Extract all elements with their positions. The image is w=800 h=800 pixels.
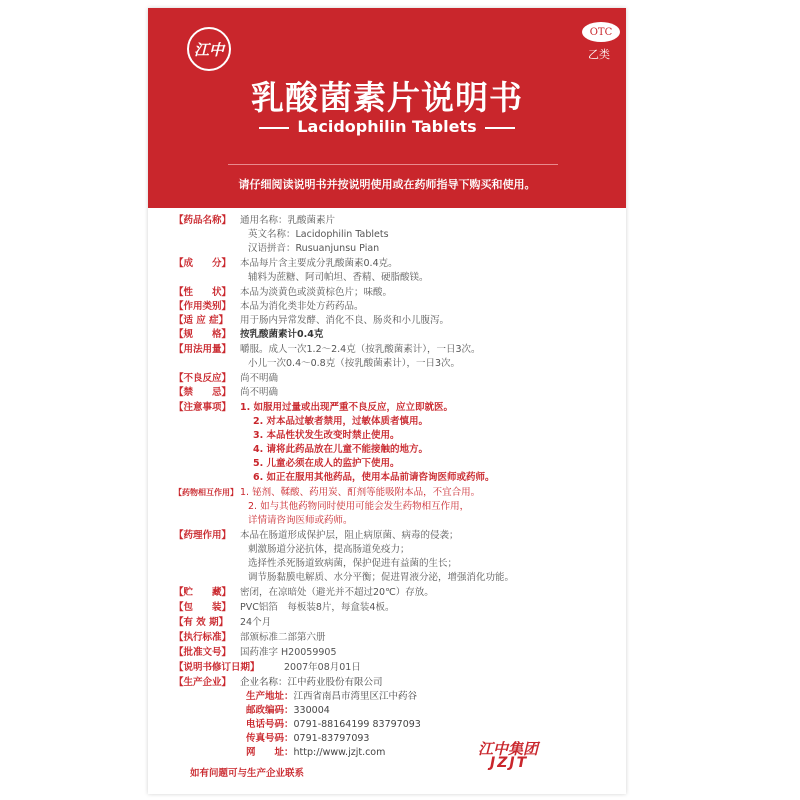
manufacturer-value: 江西省南昌市湾里区江中药谷 bbox=[293, 691, 418, 702]
field-value: 辅料为蔗糖、阿司帕坦、香精、硬脂酸镁。 bbox=[248, 272, 429, 283]
title-dash-left bbox=[259, 127, 289, 129]
otc-class-label: 乙类 bbox=[588, 48, 610, 61]
field-value: 本品为淡黄色或淡黄棕色片；味酸。 bbox=[240, 287, 393, 298]
manufacturer-key: 电话号码： bbox=[246, 719, 294, 730]
field-value: 2007年08月01日 bbox=[284, 662, 361, 673]
field-storage bbox=[174, 586, 434, 599]
manufacturer-value: 330004 bbox=[293, 705, 330, 716]
field-label: 【用法用量】 bbox=[174, 344, 232, 355]
field-appearance bbox=[174, 286, 392, 299]
field-value: 英文名称：Lacidophilin Tablets bbox=[248, 229, 389, 240]
field-label: 【成 分】 bbox=[174, 258, 232, 269]
field-value: 3. 本品性状发生改变时禁止使用。 bbox=[253, 430, 400, 441]
field-value: 尚不明确 bbox=[240, 387, 279, 398]
manufacturer-key: 生产地址： bbox=[246, 691, 294, 702]
field-value: 2. 对本品过敏者禁用，过敏体质者慎用。 bbox=[253, 416, 429, 427]
field-label: 【贮 藏】 bbox=[174, 587, 232, 598]
title-english-text: Lacidophilin Tablets bbox=[297, 117, 477, 136]
field-value: 1. 如服用过量或出现严重不良反应，应立即就医。 bbox=[240, 402, 454, 413]
brand-mark-english: JZJT bbox=[490, 755, 529, 771]
brand-mark-chinese: 江中集团 bbox=[478, 740, 539, 758]
field-value: 选择性杀死肠道致病菌，保护促进有益菌的生长； bbox=[248, 558, 458, 569]
field-category bbox=[174, 300, 364, 313]
field-contraindications bbox=[174, 386, 278, 399]
field-label: 【性 状】 bbox=[174, 287, 232, 298]
field-indications bbox=[174, 314, 449, 327]
field-value: 通用名称：乳酸菌素片 bbox=[240, 215, 336, 226]
manufacturer-fax bbox=[246, 732, 369, 745]
title-dash-right bbox=[485, 127, 515, 129]
field-value: PVC铝箔 每板装8片，每盒装4板。 bbox=[240, 602, 395, 613]
field-label: 【药理作用】 bbox=[174, 530, 232, 541]
field-label: 【药品名称】 bbox=[174, 215, 232, 226]
field-value: 6. 如正在服用其他药品，使用本品前请咨询医师或药师。 bbox=[253, 472, 495, 483]
field-label: 【不良反应】 bbox=[174, 373, 232, 384]
field-value: 本品在肠道形成保护层，阻止病原菌、病毒的侵袭； bbox=[240, 530, 459, 541]
field-ingredients bbox=[174, 257, 398, 270]
field-drug-name bbox=[174, 214, 335, 227]
field-value: 小儿一次0.4～0.8克（按乳酸菌素计），一日3次。 bbox=[248, 358, 461, 369]
field-value: 部颁标准二部第六册 bbox=[240, 632, 326, 643]
field-label: 【执行标准】 bbox=[174, 632, 232, 643]
field-label: 【批准文号】 bbox=[174, 647, 232, 658]
field-value: 24个月 bbox=[240, 617, 272, 628]
field-label: 【注意事项】 bbox=[174, 402, 232, 413]
field-precautions bbox=[174, 401, 453, 414]
field-label: 【禁 忌】 bbox=[174, 387, 232, 398]
otc-badge: OTC bbox=[582, 22, 620, 42]
field-specification bbox=[174, 328, 323, 341]
field-value: 2. 如与其他药物同时使用可能会发生药物相互作用， bbox=[248, 501, 470, 512]
field-label: 【有 效 期】 bbox=[174, 617, 229, 628]
contact-note: 如有问题可与生产企业联系 bbox=[190, 768, 305, 779]
manufacturer-postcode bbox=[246, 704, 330, 717]
field-value: 企业名称：江中药业股份有限公司 bbox=[240, 677, 383, 688]
field-standard bbox=[174, 631, 326, 644]
field-value: 用于肠内异常发酵、消化不良、肠炎和小儿腹泻。 bbox=[240, 315, 450, 326]
field-adverse-reactions bbox=[174, 372, 278, 385]
field-value: 5. 儿童必须在成人的监护下使用。 bbox=[253, 458, 400, 469]
field-label: 【生产企业】 bbox=[174, 677, 232, 688]
field-label: 【包 装】 bbox=[174, 602, 232, 613]
field-dosage bbox=[174, 343, 481, 356]
header-divider bbox=[228, 164, 558, 165]
field-expiry bbox=[174, 616, 271, 629]
field-value: 4. 请将此药品放在儿童不能接触的地方。 bbox=[253, 444, 429, 455]
field-value: 本品每片含主要成分乳酸菌素0.4克。 bbox=[240, 258, 398, 269]
field-value: 刺激肠道分泌抗体，提高肠道免疫力； bbox=[248, 544, 410, 555]
field-label: 【规 格】 bbox=[174, 329, 232, 340]
field-pharmacology bbox=[174, 529, 459, 542]
field-label: 【药物相互作用】 bbox=[174, 488, 238, 497]
field-value: 1. 铋剂、鞣酸、药用炭、酊剂等能吸附本品，不宜合用。 bbox=[240, 487, 481, 498]
manufacturer-website bbox=[246, 746, 385, 759]
field-label: 【作用类别】 bbox=[174, 301, 232, 312]
usage-warning: 请仔细阅读说明书并按说明使用或在药师指导下购买和使用。 bbox=[238, 178, 536, 191]
field-packaging bbox=[174, 601, 394, 614]
field-manufacturer bbox=[174, 676, 383, 689]
field-label: 【适 应 症】 bbox=[174, 315, 229, 326]
manufacturer-key: 邮政编码： bbox=[246, 705, 294, 716]
manufacturer-key: 传真号码： bbox=[246, 733, 294, 744]
title-english bbox=[148, 117, 626, 136]
field-approval-number bbox=[174, 646, 337, 659]
field-value: 嚼服。成人一次1.2～2.4克（按乳酸菌素计），一日3次。 bbox=[240, 344, 481, 355]
field-value: 详情请咨询医师或药师。 bbox=[248, 515, 353, 526]
manufacturer-key: 网 址： bbox=[246, 747, 294, 758]
field-revision-date bbox=[174, 661, 361, 674]
field-value: 调节肠黏膜电解质、水分平衡；促进胃液分泌，增强消化功能。 bbox=[248, 572, 515, 583]
field-drug-interactions bbox=[174, 486, 480, 499]
field-value: 按乳酸菌素计0.4克 bbox=[240, 329, 324, 340]
field-value: 密闭，在凉暗处（避光并不超过20℃）存放。 bbox=[240, 587, 434, 598]
manufacturer-value: 0791-88164199 83797093 bbox=[293, 719, 421, 730]
brand-logo: 江中 bbox=[187, 27, 231, 71]
manufacturer-value: http://www.jzjt.com bbox=[293, 747, 386, 758]
field-value: 本品为消化类非处方药药品。 bbox=[240, 301, 364, 312]
manufacturer-phone bbox=[246, 718, 421, 731]
manufacturer-value: 0791-83797093 bbox=[293, 733, 370, 744]
field-label: 【说明书修订日期】 bbox=[174, 662, 260, 673]
manufacturer-address bbox=[246, 690, 417, 703]
field-value: 国药准字 H20059905 bbox=[240, 647, 337, 658]
field-value: 汉语拼音：Rusuanjunsu Pian bbox=[248, 243, 380, 254]
title-chinese: 乳酸菌素片说明书 bbox=[251, 78, 523, 117]
field-value: 尚不明确 bbox=[240, 373, 279, 384]
